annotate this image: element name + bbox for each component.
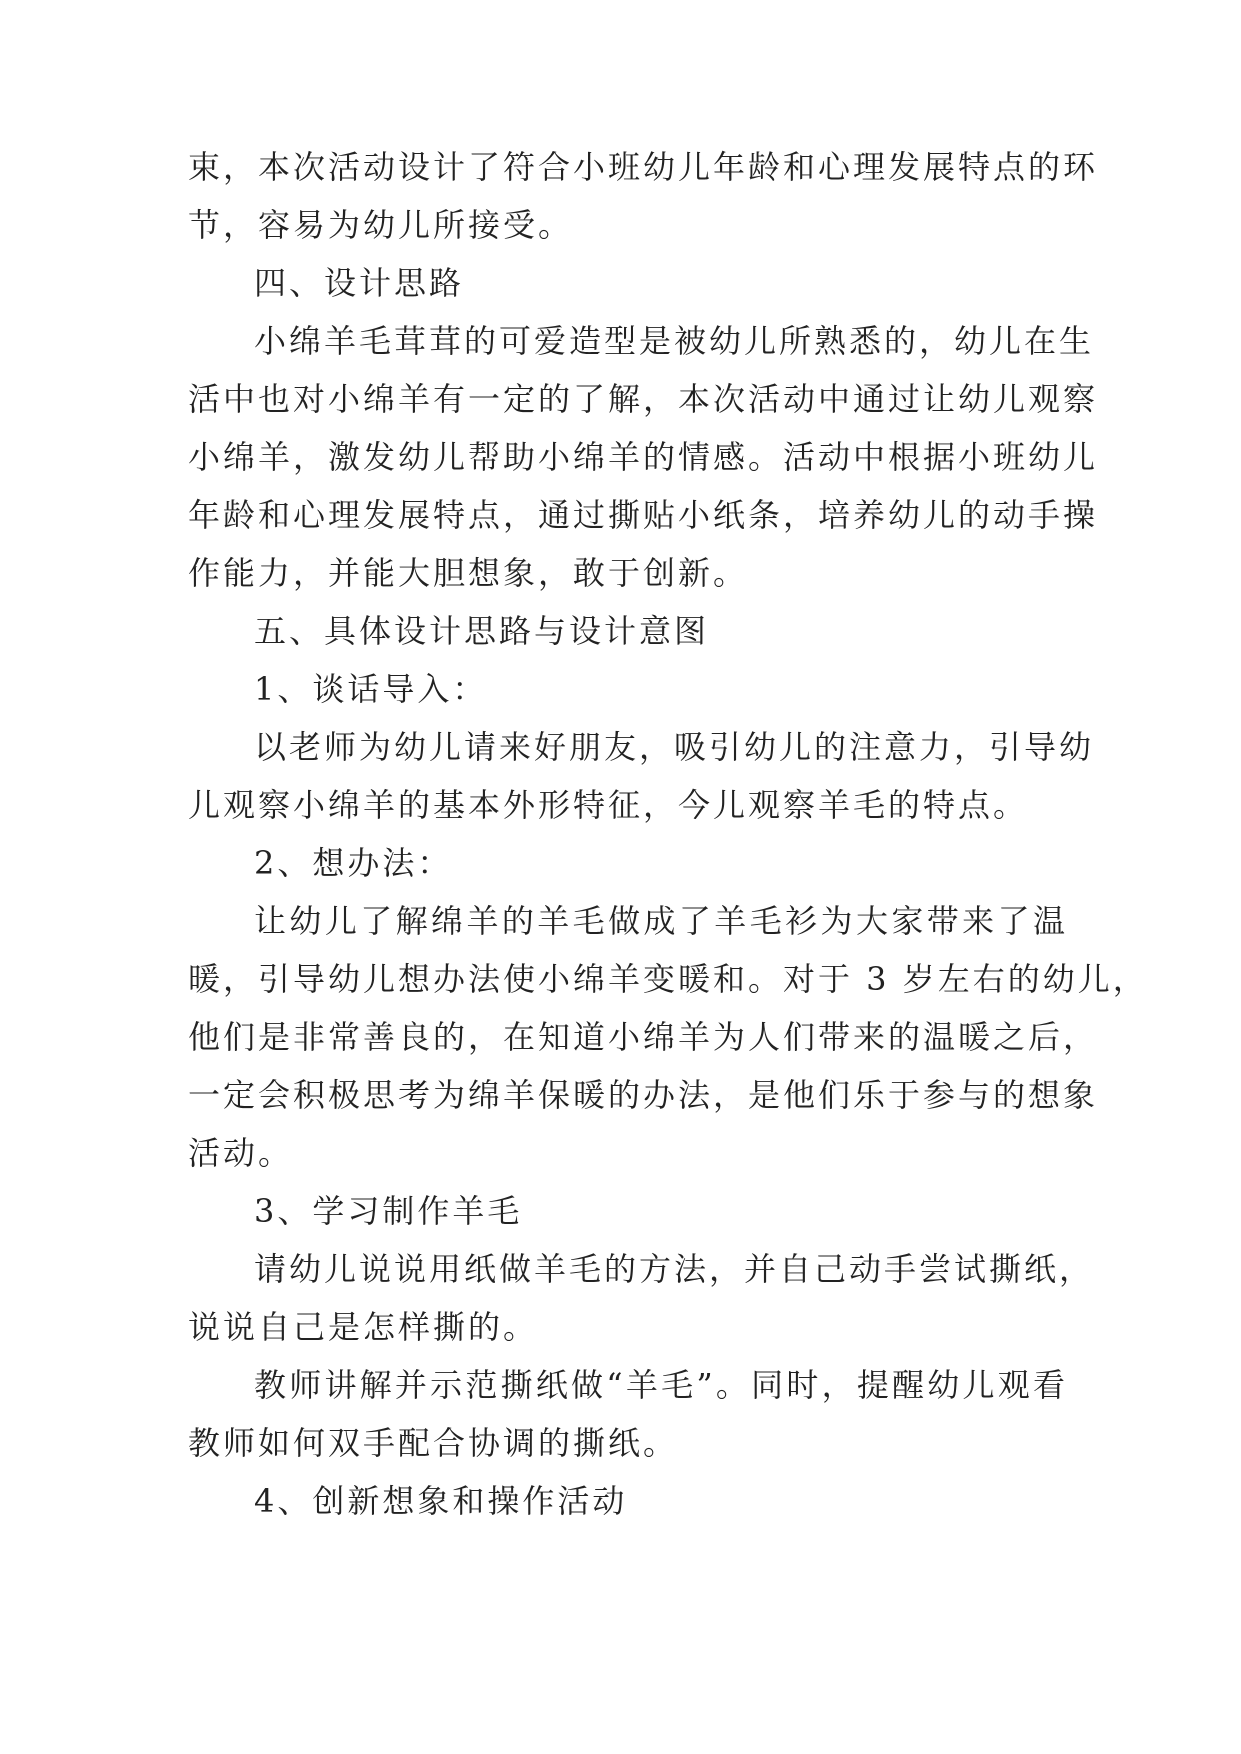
paragraph-line: 说说自己是怎样撕的。 [188, 1308, 539, 1346]
subsection-heading: 1、谈话导入： [254, 670, 488, 708]
paragraph-line: 他们是非常善良的，在知道小绵羊为人们带来的温暖之后， [188, 1018, 1099, 1056]
paragraph-line: 让幼儿了解绵羊的羊毛做成了羊毛衫为大家带来了温 [254, 902, 1068, 940]
paragraph-line: 请幼儿说说用纸做羊毛的方法，并自己动手尝试撕纸， [254, 1250, 1095, 1288]
paragraph-line: 以老师为幼儿请来好朋友，吸引幼儿的注意力，引导幼 [254, 728, 1095, 766]
subsection-heading: 2、想办法： [254, 844, 453, 882]
paragraph-line: 作能力，并能大胆想象，敢于创新。 [188, 554, 749, 592]
paragraph-line: 暖，引导幼儿想办法使小绵羊变暖和。对于 3 岁左右的幼儿， [188, 960, 1148, 998]
subsection-heading: 4、创新想象和操作活动 [254, 1482, 628, 1520]
paragraph-line: 一定会积极思考为绵羊保暖的办法，是他们乐于参与的想象 [188, 1076, 1099, 1114]
subsection-heading: 3、学习制作羊毛 [254, 1192, 523, 1230]
paragraph-line: 活中也对小绵羊有一定的了解，本次活动中通过让幼儿观察 [188, 380, 1099, 418]
paragraph-line: 教师讲解并示范撕纸做“羊毛”。同时，提醒幼儿观看 [254, 1366, 1068, 1404]
section-heading: 四、设计思路 [254, 264, 465, 302]
section-heading: 五、具体设计思路与设计意图 [254, 612, 710, 650]
paragraph-line: 儿观察小绵羊的基本外形特征，今儿观察羊毛的特点。 [188, 786, 1029, 824]
paragraph-line: 小绵羊毛茸茸的可爱造型是被幼儿所熟悉的，幼儿在生 [254, 322, 1095, 360]
paragraph-line: 束，本次活动设计了符合小班幼儿年龄和心理发展特点的环 [188, 148, 1099, 186]
paragraph-line: 活动。 [188, 1134, 294, 1172]
paragraph-line: 年龄和心理发展特点，通过撕贴小纸条，培养幼儿的动手操 [188, 496, 1099, 534]
paragraph-line: 节，容易为幼儿所接受。 [188, 206, 574, 244]
paragraph-line: 教师如何双手配合协调的撕纸。 [188, 1424, 679, 1462]
paragraph-line: 小绵羊，激发幼儿帮助小绵羊的情感。活动中根据小班幼儿 [188, 438, 1099, 476]
